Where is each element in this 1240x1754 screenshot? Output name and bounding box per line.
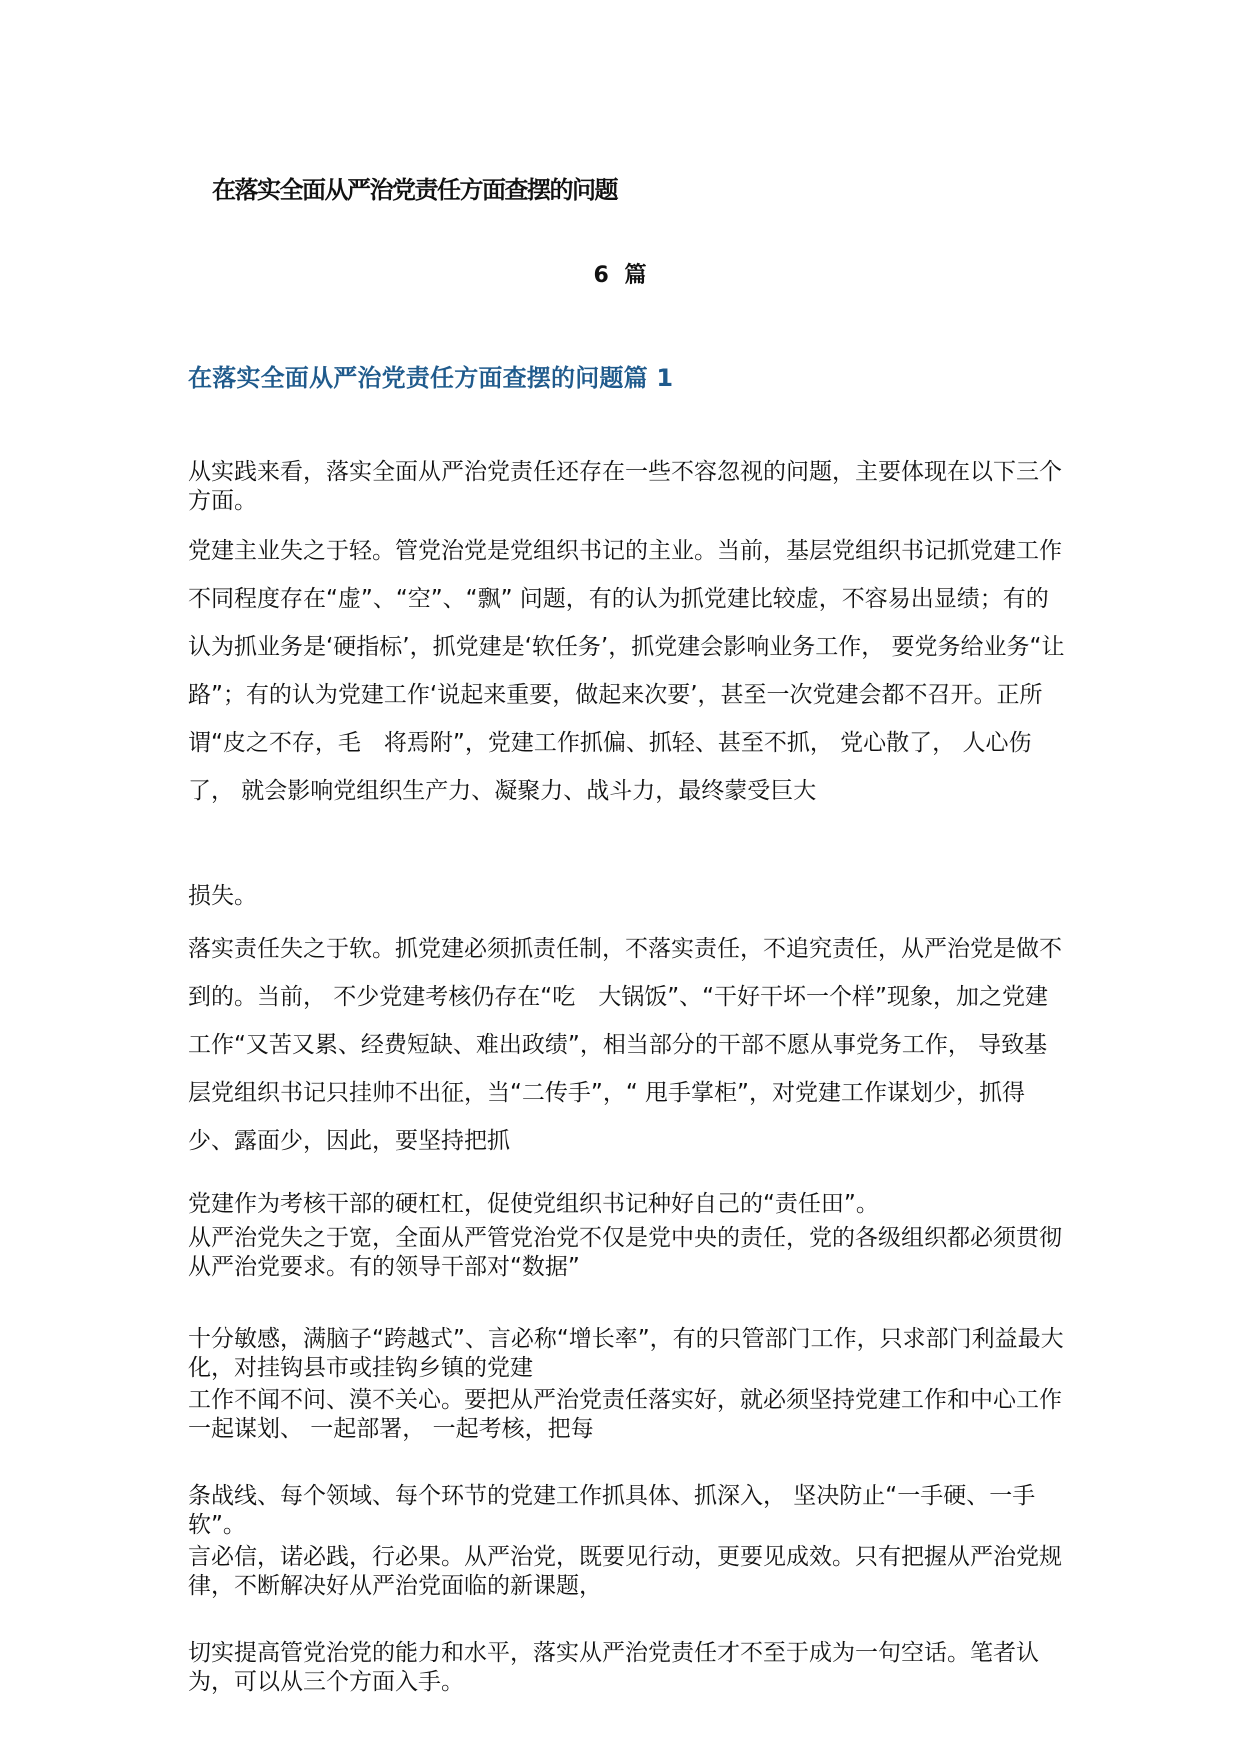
- paragraph-assessment: 党建作为考核干部的硬杠杠，促使党组织书记种好自己的“责任田”。: [188, 1191, 879, 1217]
- paragraph-party-building: 党建主业失之于轻。管党治党是党组织书记的主业。当前，基层党组织书记抓党建工作不同程度存在“虚”、“空”、“飘” 问题，有的认为抓党建比较虚，不容易出显绩；有的认为抓业务是‘硬指标’，抓党建是‘软任务’，抓党建会影响业务工作， 要党务给业务“让路”；有的认为党建工作‘说起来重要，做起来次要’，甚至一次党建会都不召开。正所谓“皮之不存，毛 将焉附”，党建工作抓偏、抓轻、甚至不抓， 党心散了， 人心伤了， 就会影响党组织生产力、凝聚力、战斗力，最终蒙受巨大: [188, 538, 1065, 804]
- section-heading: 在落实全面从严治党责任方面查摆的问题篇 1: [188, 364, 674, 392]
- paragraph-promise: 言必信，诺必践，行必果。从严治党，既要见行动，更要见成效。只有把握从严治党规律，不断解决好从严治党面临的新课题，: [188, 1544, 1062, 1599]
- paragraph-loss: 损失。: [188, 883, 257, 909]
- document-count: 6 篇: [593, 263, 647, 288]
- paragraph-intro: 从实践来看，落实全面从严治党责任还存在一些不容忽视的问题，主要体现在以下三个方面。: [188, 459, 1062, 514]
- paragraph-sensitivity: 十分敏感，满脑子“跨越式”、言必称“增长率”，有的只管部门工作，只求部门利益最大化，对挂钩县市或挂钩乡镇的党建: [188, 1326, 1064, 1381]
- paragraph-work: 工作不闻不问、漠不关心。要把从严治党责任落实好，就必须坚持党建工作和中心工作一起谋划、 一起部署， 一起考核，把每: [188, 1387, 1062, 1442]
- paragraph-front: 条战线、每个领域、每个环节的党建工作抓具体、抓深入， 坚决防止“一手硬、一手软”。: [188, 1483, 1036, 1538]
- paragraph-strict-governance: 从严治党失之于宽，全面从严管党治党不仅是党中央的责任，党的各级组织都必须贯彻从严治党要求。有的领导干部对“数据”: [188, 1225, 1062, 1280]
- paragraph-conclusion: 切实提高管党治党的能力和水平，落实从严治党责任才不至于成为一句空话。笔者认为，可以从三个方面入手。: [188, 1640, 1039, 1695]
- document-title: 在落实全面从严治党责任方面查摆的问题: [212, 176, 617, 204]
- paragraph-responsibility: 落实责任失之于软。抓党建必须抓责任制，不落实责任，不追究责任，从严治党是做不到的。当前， 不少党建考核仍存在“吃 大锅饭”、“干好干坏一个样”现象，加之党建工作“又苦又累、经费短缺、难出政绩”，相当部分的干部不愿从事党务工作， 导致基层党组织书记只挂帅不出征，当“二传手”，“ 甩手掌柜”，对党建工作谋划少，抓得少、露面少，因此，要坚持把抓: [188, 936, 1062, 1154]
